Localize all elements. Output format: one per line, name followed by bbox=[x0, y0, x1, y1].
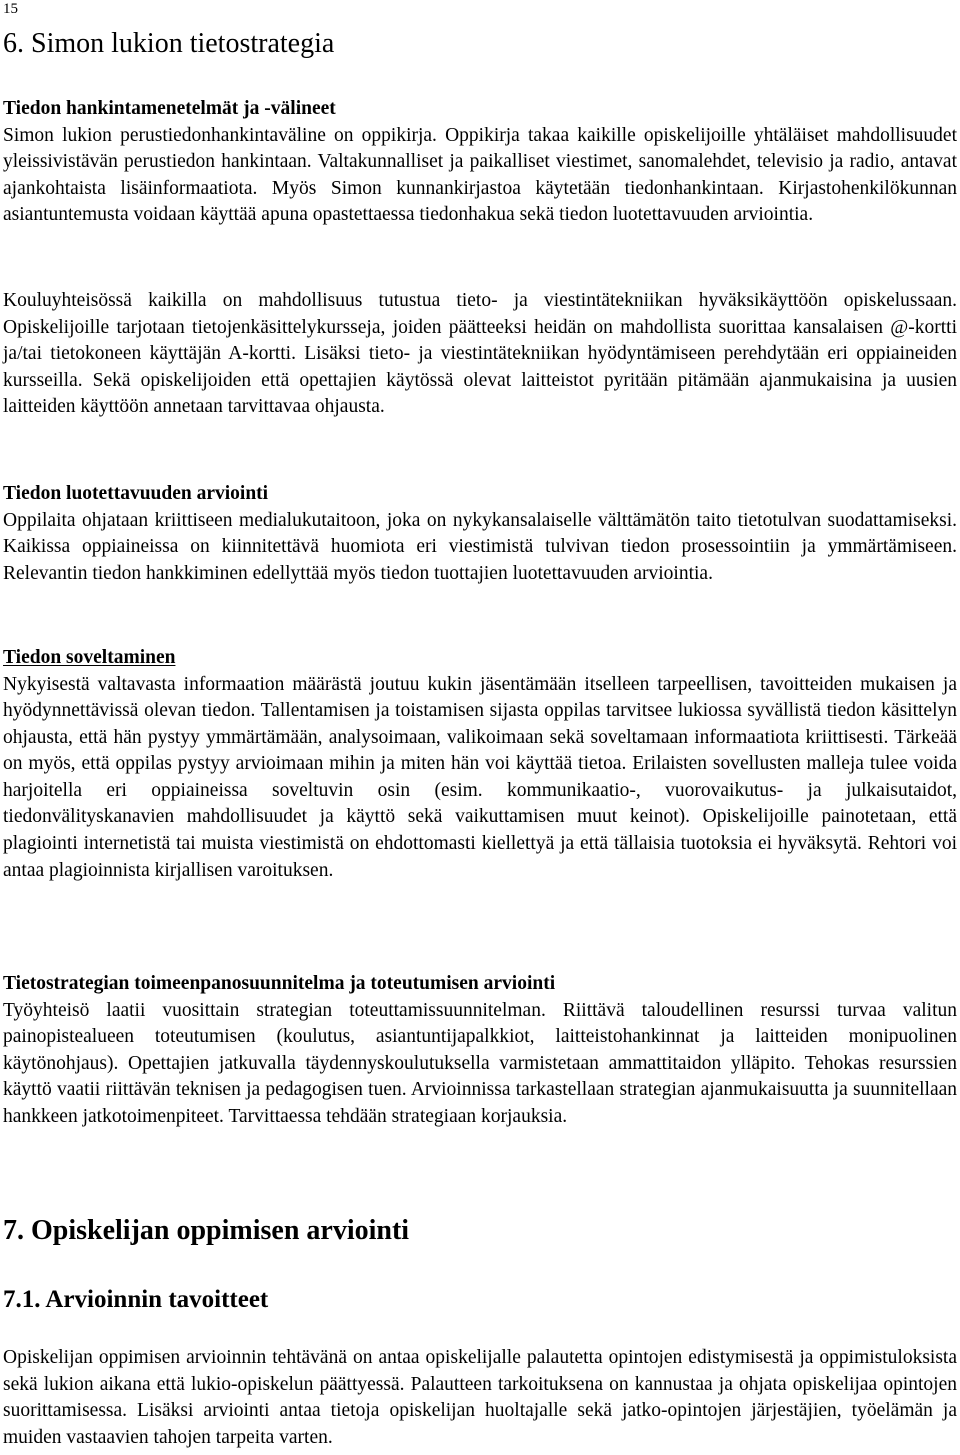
paragraph: Kouluyhteisössä kaikilla on mahdollisuus tutustua tieto- ja viestintätekniikan hyväksikäyttöön opiskelussaan. Opiskelijoille tarjotaan tietojenkäsittelykursseja, joiden päätteeksi heidän on mahdollista suorittaa kansalaisen @-kortti ja/tai tietokoneen käyttäjän A-kortti. Lisäksi tieto- ja viestintätekniikan hyödyntämiseen perehdytään eri oppiaineiden kursseilla. Sekä opiskelijoiden että opettajien käytössä olevat laitteistot pyritään pitämään ajanmukaisina ja uusien laitteiden käyttöön annetaan tarvittavaa ohjausta. bbox=[3, 290, 957, 418]
section-heading: Tiedon soveltaminen bbox=[3, 647, 176, 668]
paragraph: Nykyisestä valtavasta informaation määrästä joutuu kukin jäsentämään itselleen tarpeellisen, tavoitteiden mukaisen ja hyödynnettävissä olevan tiedon. Tallentamisen ja toistamisen sijasta oppilas tarvitsee lukiossa syvällistä tiedon käsittelyn ohjausta, että hän pystyy ymmärtämään, analysoimaan, valikoimaan sekä soveltamaan informaatiota kriittisesti. Tärkeää on myös, että oppilas pystyy arvioimaan mihin ja miten hän voi käyttää tietoa. Erilaisten sovellusten malleja tulee voida harjoitella eri oppiaineissa soveltuvin osin (esim. kommunikaatio-, vuorovaikutus- ja julkaisutaidot, tiedonvälityskanavien mahdollisuudet ja käyttö sekä vaikuttamisen muut keinot). Opiskelijoille painotetaan, että plagiointi internetistä tai muista viestimistä on ehdottomasti kiellettyä ja että tällaisia tuotoksia ei hyväksytä. Rehtori voi antaa plagioinnista kirjallisen varoituksen. bbox=[3, 673, 957, 881]
paragraph: Työyhteisö laatii vuosittain strategian toteuttamissuunnitelman. Riittävä taloudellinen resurssi turvaa valitun painopistealueen toteutumisen (koulutus, asiantuntijapalkkiot, laitteistohankinnat ja laitteiden monipuolinen käytönohjaus). Opettajien jatkuvalla täydennyskoulutuksella varmistetaan ammattitaidon ylläpito. Tehokas resurssien käyttö vaatii riittävän teknisen ja pedagogisen tuen. Arvioinnissa tarkastellaan strategian ajanmukaisuutta ja suunnitellaan hankkeen jatkotoimenpiteet. Tarvittaessa tehdään strategiaan korjauksia. bbox=[3, 999, 957, 1127]
section-heading: Tietostrategian toimeenpanosuunnitelma ja toteutumisen arviointi bbox=[3, 973, 556, 994]
section-tiedon-luotettavuus bbox=[3, 481, 957, 587]
section-heading: Tiedon hankintamenetelmät ja -välineet bbox=[3, 98, 336, 119]
paragraph: Opiskelijan oppimisen arvioinnin tehtävänä on antaa opiskelijalle palautetta opintojen edistymisestä ja oppimistuloksista sekä lukion aikana että lukio-opiskelun päättyessä. Palautteen tarkoituksena on kannustaa ja ohjata opiskelijaa opintojen suorittamisessa. Lisäksi arviointi antaa tietoja opiskelijan huoltajalle sekä jatko-opintojen järjestäjien, työelämän ja muiden vastaavien tahojen tarpeita varten. bbox=[3, 1347, 957, 1448]
section-7-1-heading: 7.1. Arvioinnin tavoitteet bbox=[3, 1286, 269, 1313]
paragraph: Simon lukion perustiedonhankintaväline on oppikirja. Oppikirja takaa kaikille opiskelijoille yhtäläiset mahdollisuudet yleissivistävän perustiedon hankintaan. Valtakunnalliset ja paikalliset viestimet, sanomalehdet, televisio ja radio, antavat ajankohtaista lisäinformaatiota. Myös Simon kunnankirjastoa käytetään tiedonhankintaan. Kirjastohenkilökunnan asiantuntemusta voidaan käyttää apuna opastettaessa tiedonhakua sekä tiedon luotettavuuden arviointia. bbox=[3, 124, 957, 226]
page-number: 15 bbox=[3, 1, 18, 17]
section-tiedon-hankinta-continued bbox=[3, 288, 957, 421]
section-7-1-body bbox=[3, 1345, 957, 1451]
chapter-6-title: 6. Simon lukion tietostrategia bbox=[3, 28, 335, 59]
paragraph: Oppilaita ohjataan kriittiseen medialukutaitoon, joka on nykykansalaiselle välttämätön taito tietotulvan suodattamiseksi. Kaikissa oppiaineissa on kiinnitettävä huomiota eri viestimistä tulvivan tiedon prosessointiin ja ymmärtämiseen. Relevantin tiedon hankkiminen edellyttää myös tiedon tuottajien luotettavuuden arviointia. bbox=[3, 509, 957, 584]
chapter-7-title: 7. Opiskelijan oppimisen arviointi bbox=[3, 1215, 410, 1246]
section-heading: Tiedon luotettavuuden arviointi bbox=[3, 483, 269, 504]
section-tiedon-hankinta bbox=[3, 96, 957, 229]
section-tiedon-soveltaminen bbox=[3, 645, 957, 884]
section-tietostrategia-toimeenpano bbox=[3, 971, 957, 1130]
